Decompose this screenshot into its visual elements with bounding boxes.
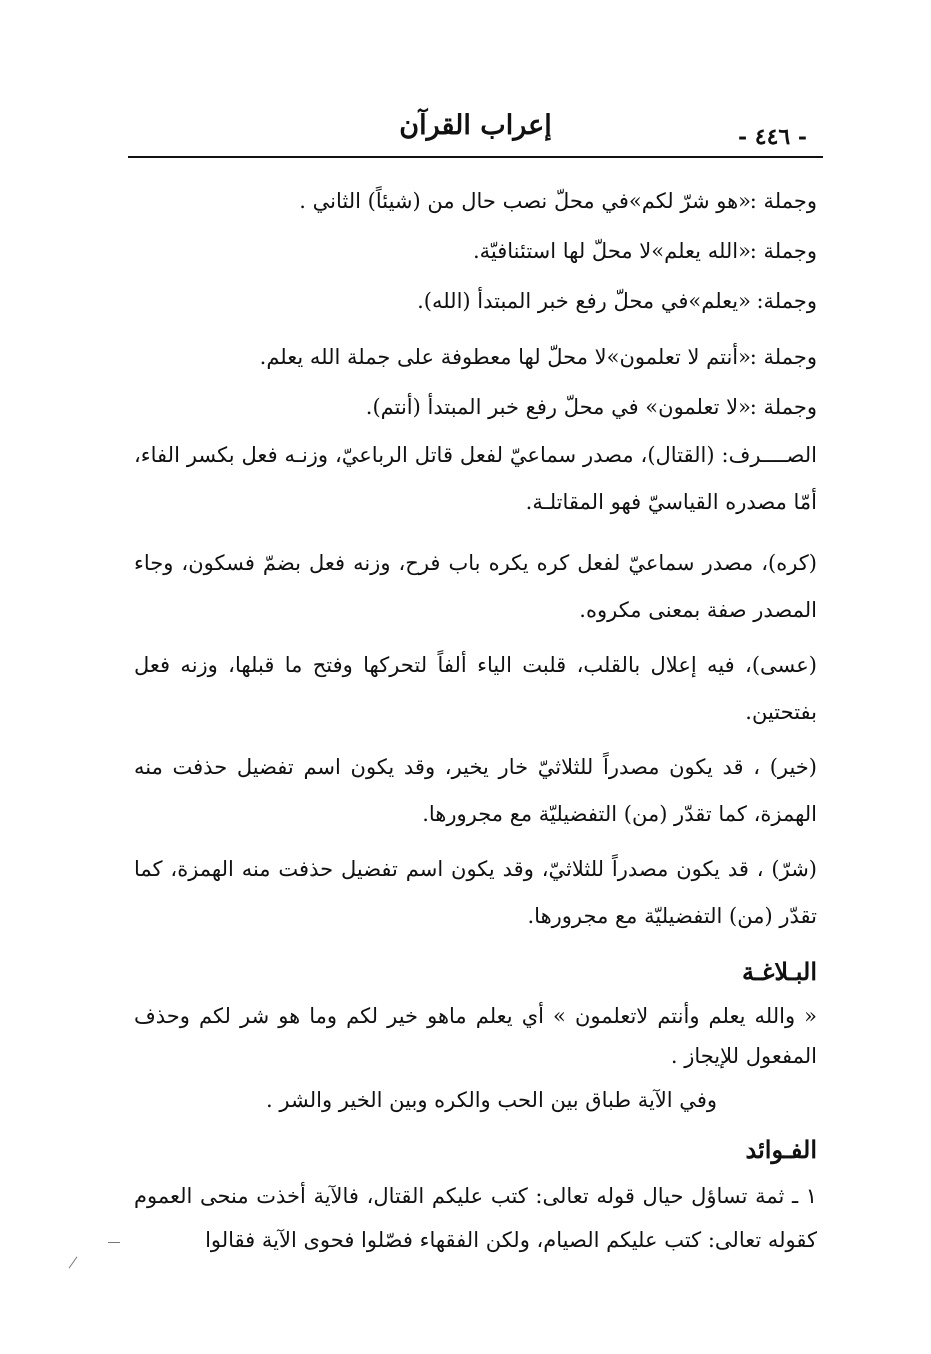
sarf-intro bbox=[134, 432, 817, 526]
jumla-label: وجملة: bbox=[756, 289, 817, 313]
fawaid-heading: الفـوائد bbox=[745, 1135, 817, 1164]
jumla-label: وجملة : bbox=[749, 189, 817, 213]
balagha-text: « والله يعلم وأنتم لاتعلمون » أي يعلم ماهو خير لكم وما هو شر لكم وحذف المفعول للإيجاز . bbox=[134, 1004, 817, 1068]
jumla-line bbox=[134, 382, 817, 432]
jumla-label: وجملة : bbox=[749, 395, 817, 419]
sarf-paragraph: (كره)، مصدر سماعيّ لفعل كره يكره باب فرح، وزنه فعل بضمّ فسكون، وجاء المصدر صفة بمعنى مكروه. bbox=[134, 551, 817, 622]
sarf-heading: الصــــرف: bbox=[721, 443, 817, 467]
jumla-text: «يعلم»في محلّ رفع خبر المبتدأ (الله). bbox=[417, 289, 751, 313]
balagha-text-2: وفي الآية طباق بين الحب والكره وبين الخير والشر . bbox=[266, 1088, 717, 1112]
jumla-line bbox=[134, 226, 817, 276]
sarf-paragraph: (شرّ) ، قد يكون مصدراً للثلاثيّ، وقد يكون اسم تفضيل حذفت منه الهمزة، كما تقدّر (من) التفضيليّة مع مجرورها. bbox=[134, 857, 818, 928]
jumla-label: وجملة : bbox=[749, 345, 817, 369]
jumla-line bbox=[134, 276, 817, 326]
jumla-text: «أنتم لا تعلمون»لا محلّ لها معطوفة على جملة الله يعلم. bbox=[259, 345, 751, 369]
sarf-paragraph: (عسى)، فيه إعلال بالقلب، قلبت الياء ألفاً لتحركها وفتح ما قبلها، وزنه فعل بفتحتين. bbox=[134, 653, 817, 724]
scan-mark bbox=[69, 1256, 78, 1268]
page-number: - ٤٤٦ - bbox=[738, 124, 808, 150]
page-header bbox=[128, 108, 823, 160]
jumla-line bbox=[134, 332, 817, 382]
jumla-label: وجملة : bbox=[749, 239, 817, 263]
jumla-text: «لا تعلمون» في محلّ رفع خبر المبتدأ (أنتم). bbox=[365, 395, 751, 419]
page-body bbox=[134, 176, 817, 1262]
jumla-line bbox=[134, 176, 817, 226]
sarf-intro-text: (القتال)، مصدر سماعيّ لفعل قاتل الرباعيّ، وزنـه فعل بكسر الفاء، أمّا مصدره القياسيّ فهو المقاتلـة. bbox=[134, 443, 817, 514]
balagha-heading: البـلاغـة bbox=[741, 957, 817, 986]
sarf-paragraph: (خير) ، قد يكون مصدراً للثلاثيّ خار يخير، وقد يكون اسم تفضيل حذفت منه الهمزة، كما تقدّر (من) التفضيليّة مع مجرورها. bbox=[134, 755, 817, 826]
fawaid-text: ١ ـ ثمة تساؤل حيال قوله تعالى: كتب عليكم القتال، فالآية أخذت منحى العموم كقوله تعالى: كتب عليكم الصيام، ولكن الفقهاء فصّلوا فحوى الآية فقالوا bbox=[134, 1184, 817, 1252]
jumla-text: «هو شرّ لكم»في محلّ نصب حال من (شيئاً) الثاني . bbox=[299, 189, 751, 213]
running-title: إعراب القرآن bbox=[399, 110, 552, 141]
scan-mark bbox=[108, 1242, 120, 1243]
jumla-text: «الله يعلم»لا محلّ لها استئنافيّة. bbox=[472, 239, 751, 263]
header-rule bbox=[128, 156, 823, 158]
